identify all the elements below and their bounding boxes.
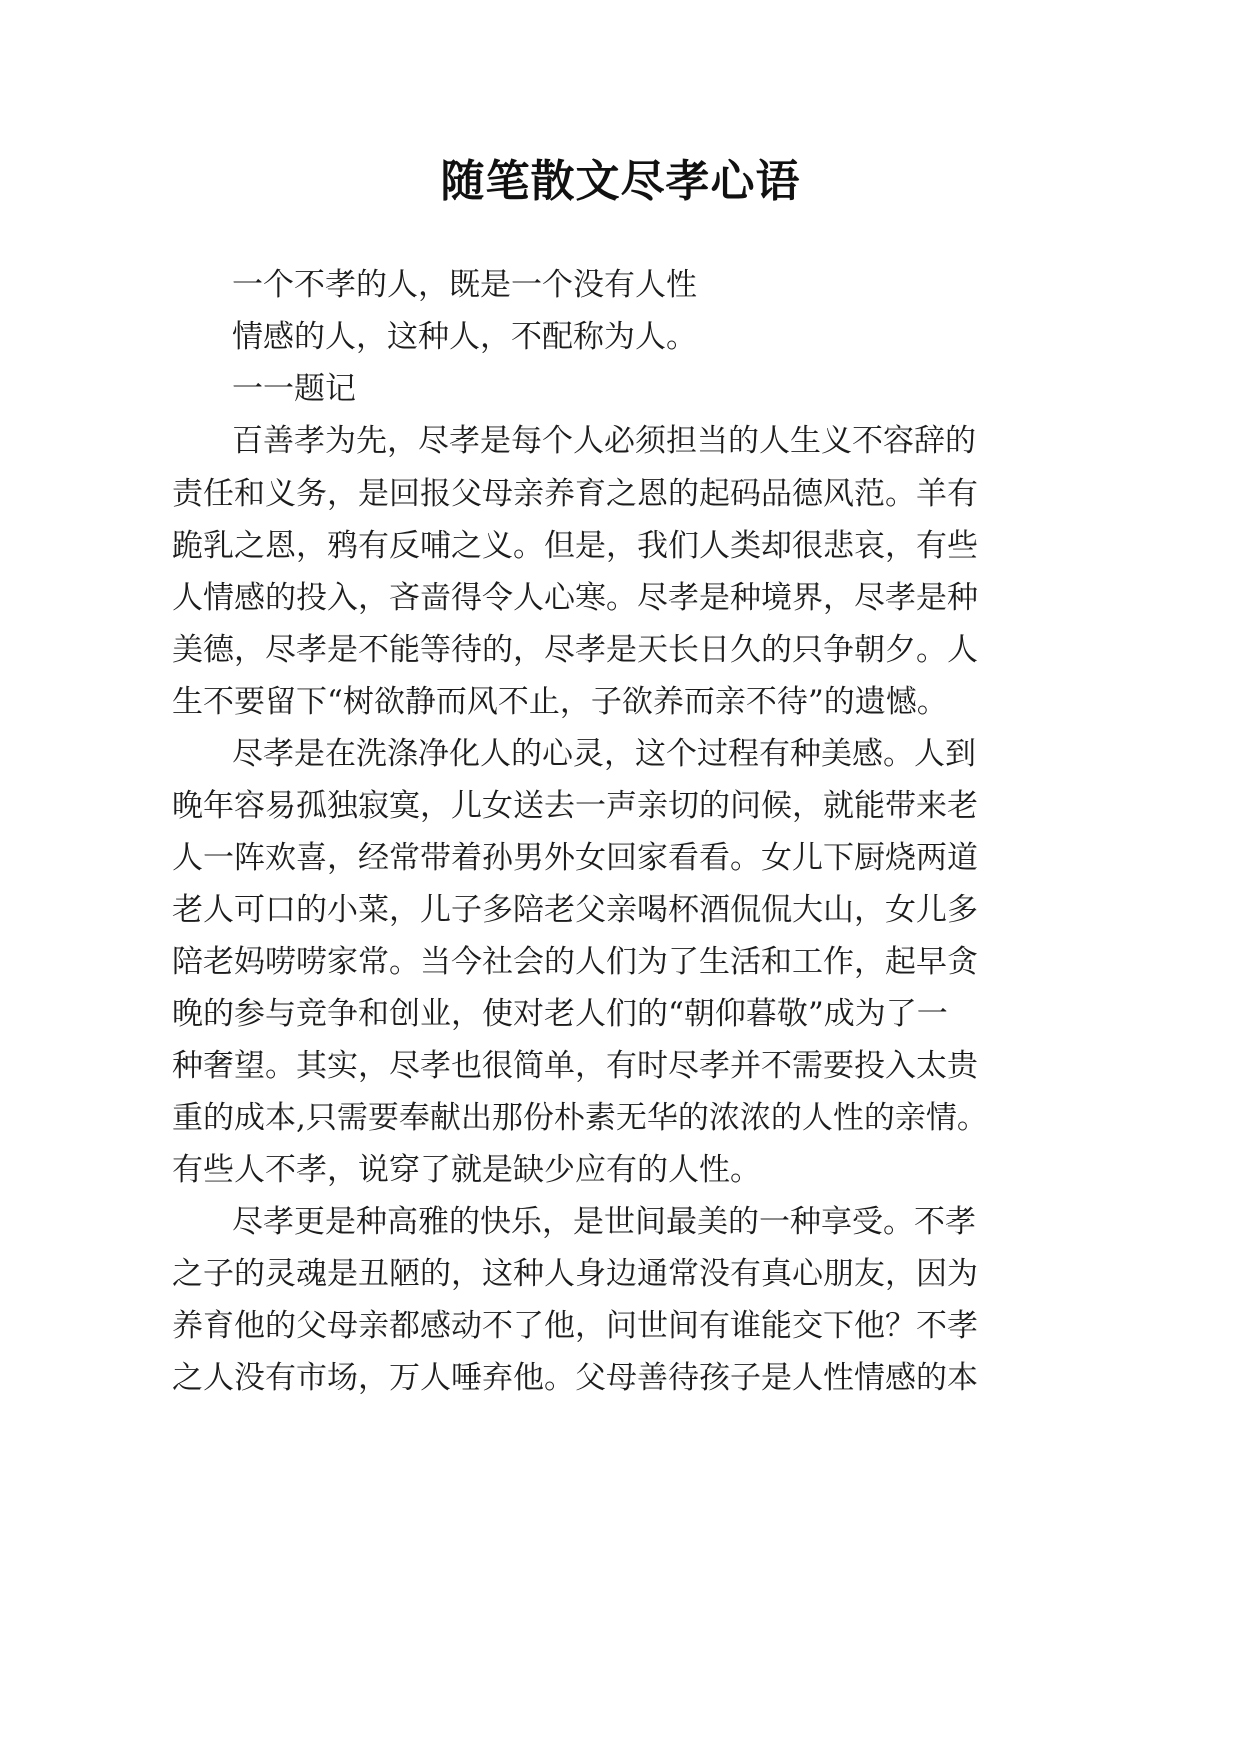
paragraph-line: 百善孝为先，尽孝是每个人必须担当的人生义不容辞的 — [232, 423, 976, 459]
paragraph-line: 养育他的父母亲都感动不了他，问世间有谁能交下他？不孝 — [172, 1308, 978, 1344]
epigraph-attribution: 一一题记 — [232, 371, 356, 407]
paragraph-line: 晚的参与竞争和创业，使对老人们的“朝仰暮敬”成为了一 — [172, 996, 948, 1032]
paragraph-line: 陪老妈唠唠家常。当今社会的人们为了生活和工作，起早贪 — [172, 944, 978, 980]
paragraph-line: 种奢望。其实，尽孝也很简单，有时尽孝并不需要投入太贵 — [172, 1048, 978, 1084]
epigraph-line: 一个不孝的人，既是一个没有人性 — [232, 267, 697, 303]
paragraph-line: 晚年容易孤独寂寞，儿女送去一声亲切的问候，就能带来老 — [172, 788, 978, 824]
page-title: 随笔散文尽孝心语 — [440, 156, 801, 207]
paragraph-line: 重的成本,只需要奉献出那份朴素无华的浓浓的人性的亲情。 — [172, 1100, 988, 1136]
paragraph-line: 跪乳之恩，鸦有反哺之义。但是，我们人类却很悲哀，有些 — [172, 528, 978, 564]
paragraph-line: 生不要留下“树欲静而风不止，子欲养而亲不待”的遗憾。 — [172, 684, 948, 720]
paragraph-line: 美德，尽孝是不能等待的，尽孝是天长日久的只争朝夕。人 — [172, 632, 978, 668]
paragraph-line: 有些人不孝，说穿了就是缺少应有的人性。 — [172, 1152, 761, 1188]
paragraph-line: 人一阵欢喜，经常带着孙男外女回家看看。女儿下厨烧两道 — [172, 840, 978, 876]
paragraph-line: 之子的灵魂是丑陋的，这种人身边通常没有真心朋友，因为 — [172, 1256, 978, 1292]
paragraph-line: 尽孝更是种高雅的快乐，是世间最美的一种享受。不孝 — [232, 1204, 976, 1240]
paragraph-line: 老人可口的小菜，儿子多陪老父亲喝杯酒侃侃大山，女儿多 — [172, 892, 978, 928]
paragraph-line: 人情感的投入，吝啬得令人心寒。尽孝是种境界，尽孝是种 — [172, 580, 978, 616]
paragraph-line: 之人没有市场，万人唾弃他。父母善待孩子是人性情感的本 — [172, 1360, 978, 1396]
paragraph-line: 责任和义务，是回报父母亲养育之恩的起码品德风范。羊有 — [172, 476, 978, 512]
epigraph-line: 情感的人，这种人，不配称为人。 — [232, 319, 697, 355]
paragraph-line: 尽孝是在洗涤净化人的心灵，这个过程有种美感。人到 — [232, 736, 976, 772]
